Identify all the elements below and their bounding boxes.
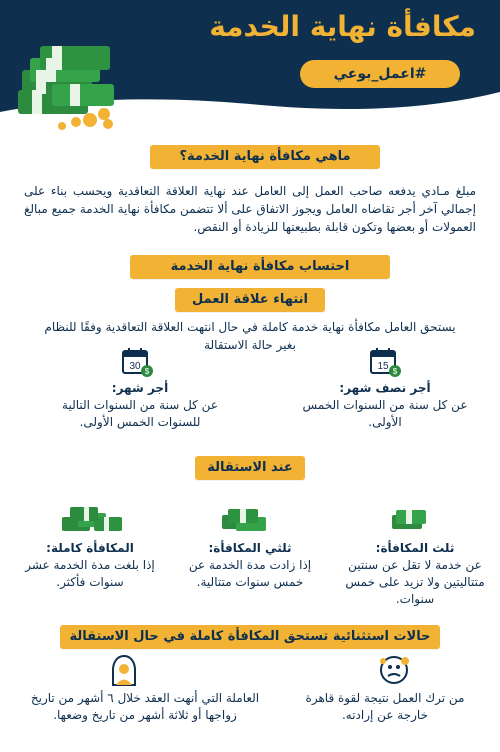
money-stack-icon <box>12 40 122 130</box>
one-third-title: ثلث المكافأة: <box>375 541 455 555</box>
full-reward-desc: إذا بلغت مدة الخدمة عشر سنوات فأكثر. <box>25 558 155 589</box>
half-month-title: أجر نصف شهر: <box>339 381 431 395</box>
money-stack-illustration <box>12 40 122 130</box>
two-thirds-title: ثلثي المكافأة: <box>208 541 292 555</box>
what-is-heading: ماهي مكافأة نهاية الخدمة؟ <box>150 145 380 169</box>
woman-exception-text: العاملة التي أنهت العقد خلال ٦ أشهر من تاريخ زواجها أو ثلاثة أشهر من تاريخ وضعها. <box>30 691 260 722</box>
resignation-heading: عند الاستقالة <box>195 456 305 480</box>
end-relationship-text: يستحق العامل مكافأة نهاية خدمة كاملة في حال انتهت العلاقة التعاقدية وفقًا للنظام بغير حالة الاستقالة <box>44 320 456 352</box>
half-month-desc: عن كل سنة من السنوات الخمس الأولى. <box>302 398 468 429</box>
money-medium-icon <box>220 505 270 535</box>
full-reward-cell <box>20 540 160 591</box>
two-thirds-desc: إذا زادت مدة الخدمة عن خمس سنوات متتالية. <box>188 558 312 589</box>
svg-text:$: $ <box>144 367 150 376</box>
calendar-30-icon <box>120 345 154 379</box>
hashtag-badge: #اعمل_بوعي <box>300 60 460 88</box>
svg-text:30: 30 <box>129 361 141 372</box>
exceptions-heading: حالات استثنائية تستحق المكافأة كاملة في حال الاستقالة <box>60 625 440 649</box>
page-title: مكافأة نهاية الخدمة <box>209 10 476 43</box>
header <box>0 0 500 120</box>
woman-icon <box>106 652 142 688</box>
half-month-cell <box>300 380 470 431</box>
force-majeure-text: من ترك العمل نتيجة لقوة قاهرة خارجة عن إرادته. <box>305 691 465 722</box>
calendar-15-icon <box>368 345 402 379</box>
end-relationship-heading: انتهاء علاقة العمل <box>175 288 325 312</box>
money-small-icon <box>388 505 428 535</box>
svg-text:$: $ <box>392 367 398 376</box>
full-month-title: أجر شهر: <box>111 381 169 395</box>
calculation-heading: احتساب مكافأة نهاية الخدمة <box>130 255 390 279</box>
full-month-desc: عن كل سنة من السنوات التالية للسنوات الخمس الأولى. <box>62 398 218 429</box>
money-large-icon <box>60 505 124 535</box>
one-third-cell <box>345 540 485 608</box>
svg-text:15: 15 <box>377 361 389 372</box>
force-majeure-icon <box>376 652 412 688</box>
one-third-desc: عن خدمة لا تقل عن سنتين متتاليتين ولا تزيد على خمس سنوات. <box>345 558 485 606</box>
two-thirds-cell <box>180 540 320 591</box>
full-month-cell <box>40 380 240 431</box>
what-is-text: مبلغ مـادي يدفعه صاحب العمل إلى العامل عند نهاية العلاقة التعاقدية ويحسب بناء على إجمالي آخر أجر تقاضاه العامل ويجوز الاتفاق على ألا تتضمن مكافأة نهاية الخدمة جميع مبالغ العمولات أو بعضها وتكون قابلة بطبيعتها للزيادة أو النقص. <box>24 184 476 234</box>
full-reward-title: المكافأة كاملة: <box>46 541 134 555</box>
